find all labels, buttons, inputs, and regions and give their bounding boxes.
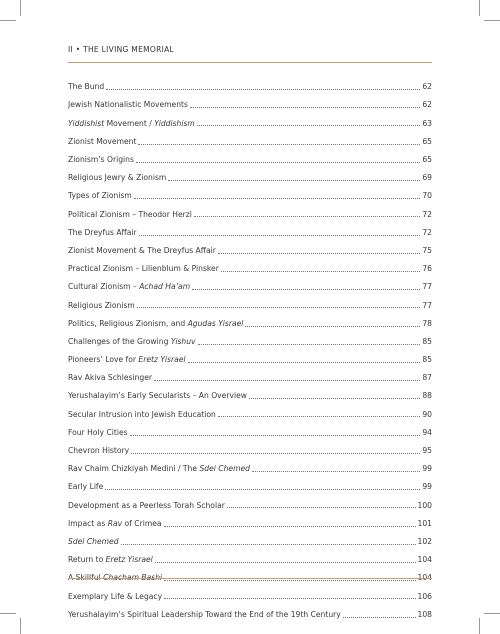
toc-entry-page: 76	[422, 264, 432, 274]
toc-entry-title	[68, 320, 243, 328]
toc-entry[interactable]	[68, 296, 432, 314]
toc-title-italic-segment: Yishuv	[170, 336, 196, 346]
toc-entry-title	[68, 465, 250, 473]
toc-entry[interactable]	[68, 442, 432, 460]
toc-title-segment: of Crimea	[122, 518, 162, 528]
toc-title-italic-segment: Eretz Yisrael	[105, 555, 153, 565]
toc-entry-page: 102	[417, 536, 432, 546]
toc-entry[interactable]	[68, 205, 432, 223]
dot-leader	[221, 270, 420, 272]
toc-entry-page: 88	[422, 391, 432, 401]
crop-mark	[20, 618, 21, 634]
toc-entry-title	[68, 556, 153, 564]
toc-entry[interactable]	[68, 460, 432, 478]
toc-entry-page: 106	[417, 591, 432, 601]
toc-entry-page: 104	[417, 555, 432, 565]
toc-entry[interactable]	[68, 533, 432, 551]
crop-mark	[479, 618, 480, 634]
toc-title-segment: Development as a Peerless Torah Scholar	[68, 500, 225, 510]
toc-entry-title	[68, 192, 132, 200]
toc-entry-title	[68, 392, 247, 400]
toc-entry[interactable]	[68, 314, 432, 332]
toc-entry-title	[68, 520, 162, 528]
toc-entry[interactable]	[68, 78, 432, 96]
toc-entry[interactable]	[68, 351, 432, 369]
toc-entry-title	[68, 229, 137, 237]
dot-leader	[194, 215, 420, 217]
toc-title-segment: Chevron History	[68, 446, 130, 456]
dot-leader	[252, 470, 420, 472]
dot-leader	[136, 161, 420, 163]
header-rule	[68, 62, 432, 63]
toc-entry-title	[68, 302, 135, 310]
toc-entry[interactable]	[68, 496, 432, 514]
toc-entry-title	[68, 611, 341, 619]
toc-title-italic-segment: Achad Ha’am	[139, 282, 191, 292]
toc-entry[interactable]	[68, 96, 432, 114]
toc-title-segment: Religious Jewry & Zionism	[68, 173, 167, 183]
toc-title-segment: Yerushalayim’s Early Secularists – An Overview	[68, 391, 247, 401]
toc-entry-title	[68, 593, 162, 601]
crop-mark	[0, 20, 16, 21]
toc-entry-page: 94	[422, 427, 432, 437]
toc-entry[interactable]	[68, 169, 432, 187]
dot-leader	[121, 543, 416, 545]
dot-leader	[106, 88, 420, 90]
toc-entry[interactable]	[68, 133, 432, 151]
toc-entry-page: 99	[422, 464, 432, 474]
toc-entry[interactable]	[68, 224, 432, 242]
toc-entry-title	[68, 374, 152, 382]
toc-title-segment: Religious Zionism	[68, 300, 135, 310]
toc-title-segment: Politics, Religious Zionism, and	[68, 318, 188, 328]
toc-title-segment: Zionism’s Origins	[68, 155, 134, 165]
toc-entry-page: 100	[417, 500, 432, 510]
dot-leader	[164, 579, 415, 581]
toc-title-segment: Practical Zionism – Lilienblum & Pinsker	[68, 264, 219, 274]
toc-title-segment: Types of Zionism	[68, 191, 132, 201]
dot-leader	[188, 361, 421, 363]
toc-entry-title	[68, 156, 134, 164]
toc-entry[interactable]	[68, 114, 432, 132]
toc-entry[interactable]	[68, 405, 432, 423]
toc-entry[interactable]	[68, 605, 432, 623]
dot-leader	[164, 525, 416, 527]
toc-entry-page: 87	[422, 373, 432, 383]
toc-title-italic-segment: Eretz Yisrael	[138, 355, 186, 365]
toc-entry-page: 95	[422, 446, 432, 456]
dot-leader	[218, 415, 420, 417]
toc-entry-title	[68, 411, 216, 419]
dot-leader	[139, 234, 421, 236]
toc-title-segment: Movement /	[104, 118, 155, 128]
toc-title-segment: Cultural Zionism –	[68, 282, 140, 292]
toc-title-italic-segment: Yiddishism	[154, 118, 195, 128]
toc-entry-page: 75	[422, 245, 432, 255]
toc-entry-title	[68, 338, 196, 346]
toc-title-italic-segment: Sdei Chemed	[199, 464, 250, 474]
toc-entry-title	[68, 265, 219, 273]
toc-entry[interactable]	[68, 187, 432, 205]
toc-entry-title	[68, 211, 192, 219]
toc-entry[interactable]	[68, 260, 432, 278]
toc-entry-page: 99	[422, 482, 432, 492]
toc-entry-page: 90	[422, 409, 432, 419]
dot-leader	[137, 306, 421, 308]
footer-rule	[68, 578, 432, 579]
toc-title-segment: Pioneers’ Love for	[68, 355, 139, 365]
crop-mark	[484, 20, 500, 21]
dot-leader	[343, 616, 416, 618]
toc-entry-page: 62	[422, 100, 432, 110]
toc-entry[interactable]	[68, 151, 432, 169]
crop-mark	[0, 613, 16, 614]
toc-title-segment: The Dreyfus Affair	[68, 227, 137, 237]
toc-title-segment: Return to	[68, 555, 106, 565]
toc-entry-page: 72	[422, 227, 432, 237]
toc-title-italic-segment: Yiddishist	[68, 118, 105, 128]
dot-leader	[134, 197, 421, 199]
toc-title-segment: Four Holy Cities	[68, 427, 128, 437]
toc-entry-page: 62	[422, 82, 432, 92]
dot-leader	[192, 288, 420, 290]
toc-entry-page: 70	[422, 191, 432, 201]
toc-title-segment: Jewish Nationalistic Movements	[68, 100, 188, 110]
toc-entry-page: 85	[422, 355, 432, 365]
toc-title-segment: Secular Intrusion into Jewish Education	[68, 409, 216, 419]
toc-entry[interactable]	[68, 242, 432, 260]
toc-entry-page: 65	[422, 136, 432, 146]
dot-leader	[198, 343, 421, 345]
dot-leader	[218, 252, 420, 254]
toc-title-segment: Rav Akiva Schlesinger	[68, 373, 153, 383]
toc-entry-page: 77	[422, 282, 432, 292]
toc-title-segment: Political Zionism – Theodor Herzl	[68, 209, 192, 219]
toc-title-segment: Zionist Movement	[68, 136, 137, 146]
dot-leader	[130, 434, 421, 436]
dot-leader	[168, 179, 420, 181]
toc-title-italic-segment: Agudas Yisrael	[187, 318, 244, 328]
toc-entry-title	[68, 174, 166, 182]
toc-entry[interactable]	[68, 478, 432, 496]
toc-entry[interactable]	[68, 333, 432, 351]
dot-leader	[155, 561, 416, 563]
toc-entry-page: 85	[422, 336, 432, 346]
toc-entry-page: 72	[422, 209, 432, 219]
dot-leader	[164, 597, 415, 599]
toc-title-segment: Rav Chaim Chizkiyah Medini / The	[68, 464, 200, 474]
toc-entry-title	[68, 538, 119, 546]
toc-entry-page: 65	[422, 155, 432, 165]
toc-entry[interactable]	[68, 515, 432, 533]
toc-entry[interactable]	[68, 369, 432, 387]
toc-entry-page: 69	[422, 173, 432, 183]
toc-entry-title	[68, 447, 129, 455]
toc-title-segment: The Bund	[68, 82, 105, 92]
dot-leader	[245, 325, 420, 327]
running-head: II • THE LIVING MEMORIAL	[68, 45, 175, 54]
toc-entry-title	[68, 429, 128, 437]
dot-leader	[249, 397, 420, 399]
toc-title-segment: Impact as	[68, 518, 108, 528]
toc-title-segment: Challenges of the Growing	[68, 336, 171, 346]
dot-leader	[138, 143, 420, 145]
toc-entry-title	[68, 356, 186, 364]
toc-title-italic-segment: Sdei Chemed	[68, 536, 119, 546]
dot-leader	[197, 124, 421, 126]
crop-mark	[479, 0, 480, 16]
toc-title-segment: Early Life	[68, 482, 104, 492]
toc-entry-title	[68, 483, 103, 491]
toc-entry[interactable]	[68, 551, 432, 569]
toc-entry-page: 77	[422, 300, 432, 310]
dot-leader	[227, 506, 416, 508]
toc-entry-page: 101	[417, 518, 432, 528]
toc-entry-title	[68, 83, 104, 91]
toc-entry[interactable]	[68, 278, 432, 296]
toc-entry-page: 78	[422, 318, 432, 328]
dot-leader	[190, 106, 420, 108]
toc-entry[interactable]	[68, 387, 432, 405]
toc-title-segment: Exemplary Life & Legacy	[68, 591, 163, 601]
dot-leader	[131, 452, 420, 454]
crop-mark	[484, 613, 500, 614]
toc-entry[interactable]	[68, 587, 432, 605]
toc-entry-title	[68, 502, 225, 510]
toc-entry-page: 63	[422, 118, 432, 128]
toc-entry-title	[68, 138, 136, 146]
toc-entry-title	[68, 283, 190, 291]
toc-entry-title	[68, 101, 188, 109]
dot-leader	[154, 379, 420, 381]
toc-entry-page: 108	[417, 609, 432, 619]
dot-leader	[105, 488, 420, 490]
table-of-contents	[68, 78, 432, 624]
toc-title-segment: Zionist Movement & The Dreyfus Affair	[68, 245, 216, 255]
toc-entry[interactable]	[68, 424, 432, 442]
crop-mark	[20, 0, 21, 16]
toc-title-segment: Yerushalayim’s Spiritual Leadership Toward the End of the 19th Century	[68, 609, 341, 619]
toc-entry-title	[68, 247, 216, 255]
toc-title-italic-segment: Rav	[107, 518, 123, 528]
toc-entry-title	[68, 120, 195, 128]
